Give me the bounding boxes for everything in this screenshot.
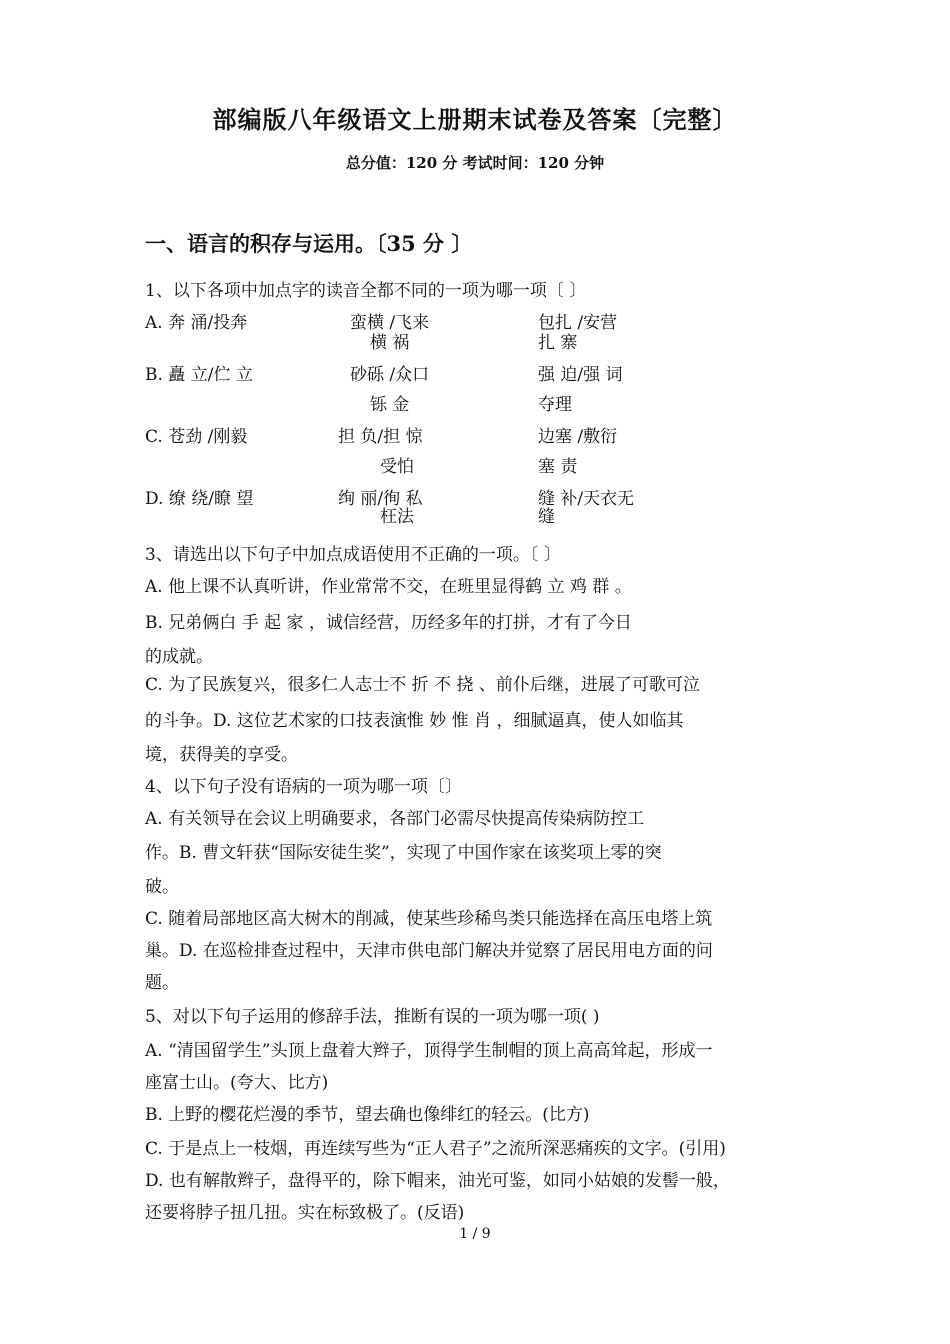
q5-line: B. 上野的樱花烂漫的季节，望去确也像绯红的轻云。(比方) <box>145 1105 590 1125</box>
q1-option-d-mid2: 枉法 <box>380 507 414 527</box>
page-number: 1 / 9 <box>459 1226 491 1242</box>
q3-line: 的斗争。D. 这位艺术家的口技表演惟 妙 惟 肖 ，细腻逼真，使人如临其 <box>145 711 684 731</box>
q1-option-c-mid2: 受怕 <box>380 457 414 477</box>
q4-line: A. 有关领导在会议上明确要求，各部门必需尽快提高传染病防控工 <box>145 809 645 829</box>
q1-option-a-mid2: 横 祸 <box>370 333 410 353</box>
q4-line: 题。 <box>145 973 179 993</box>
page-title: 部编版八年级语文上册期末试卷及答案〔完整〕 <box>212 105 738 134</box>
q3-line: 的成就。 <box>145 647 213 667</box>
question-4-stem: 4、以下句子没有语病的一项为哪一项〔〕 <box>145 777 462 797</box>
q1-option-d-right2: 缝 <box>538 507 555 527</box>
q1-option-b-mid2: 铄 金 <box>370 395 410 415</box>
q1-option-c-label: C. 苍劲 /刚毅 <box>145 427 248 447</box>
q5-line: 座富士山。(夸大、比方) <box>145 1073 329 1093</box>
q1-option-b-right: 强 迫/强 词 <box>538 365 623 385</box>
q5-line: D. 也有解散辫子，盘得平的，除下帽来，油光可鉴，如同小姑娘的发髻一般， <box>145 1171 730 1191</box>
q1-option-d-right: 缝 补/天衣无 <box>538 489 635 509</box>
q1-option-a-right2: 扎 寨 <box>538 333 578 353</box>
q4-line: 巢。D. 在巡检排查过程中，天津市供电部门解决并觉察了居民用电方面的问 <box>145 941 713 961</box>
q1-option-b-mid: 砂砾 /众口 <box>350 365 430 385</box>
q4-line: C. 随着局部地区高大树木的削减，使某些珍稀鸟类只能选择在高压电塔上筑 <box>145 909 713 929</box>
question-1-stem: 1、以下各项中加点字的读音全都不同的一项为哪一项〔 〕 <box>145 281 587 301</box>
q1-option-c-right: 边塞 /敷衍 <box>538 427 618 447</box>
q3-line: C. 为了民族复兴，很多仁人志士不 折 不 挠 、前仆后继，进展了可歌可泣 <box>145 675 700 695</box>
q1-option-b-right2: 夺理 <box>538 395 572 415</box>
q1-option-d-mid: 绚 丽/徇 私 <box>338 489 423 509</box>
q1-option-b-label: B. 矗 立/伫 立 <box>145 365 253 385</box>
q3-line: B. 兄弟俩白 手 起 家 ，诚信经营，历经多年的打拼，才有了今日 <box>145 613 632 633</box>
q4-line: 破。 <box>145 877 179 897</box>
q1-option-c-mid: 担 负/担 惊 <box>338 427 423 447</box>
q1-option-c-right2: 塞 责 <box>538 457 578 477</box>
q3-line: 境，获得美的享受。 <box>145 745 298 765</box>
question-3-stem: 3、请选出以下句子中加点成语使用不正确的一项。〔 〕 <box>145 545 561 565</box>
q1-option-a-right: 包扎 /安营 <box>538 313 618 333</box>
q5-line: 还要将脖子扭几扭。实在标致极了。(反语) <box>145 1203 465 1223</box>
score-time-info: 总分值：120 分 考试时间：120 分钟 <box>345 154 605 172</box>
q3-line: A. 他上课不认真听讲，作业常常不交，在班里显得鹤 立 鸡 群 。 <box>145 577 632 597</box>
q1-option-d-label: D. 缭 绕/瞭 望 <box>145 489 254 509</box>
q1-option-a-mid: 蛮横 /飞来 <box>350 313 430 333</box>
q4-line: 作。B. 曹文轩获“国际安徒生奖”，实现了中国作家在该奖项上零的突 <box>145 843 662 863</box>
q5-line: A. “清国留学生”头顶上盘着大辫子，顶得学生制帽的顶上高高耸起，形成一 <box>145 1041 713 1061</box>
section-heading: 一、语言的积存与运用。〔35 分 〕 <box>145 231 473 256</box>
question-5-stem: 5、对以下句子运用的修辞手法，推断有误的一项为哪一项( ) <box>145 1007 600 1027</box>
q1-option-a-label: A. 奔 涌/投奔 <box>145 313 248 333</box>
q5-line: C. 于是点上一枝烟，再连续写些为“正人君子”之流所深恶痛疾的文字。(引用) <box>145 1139 726 1159</box>
